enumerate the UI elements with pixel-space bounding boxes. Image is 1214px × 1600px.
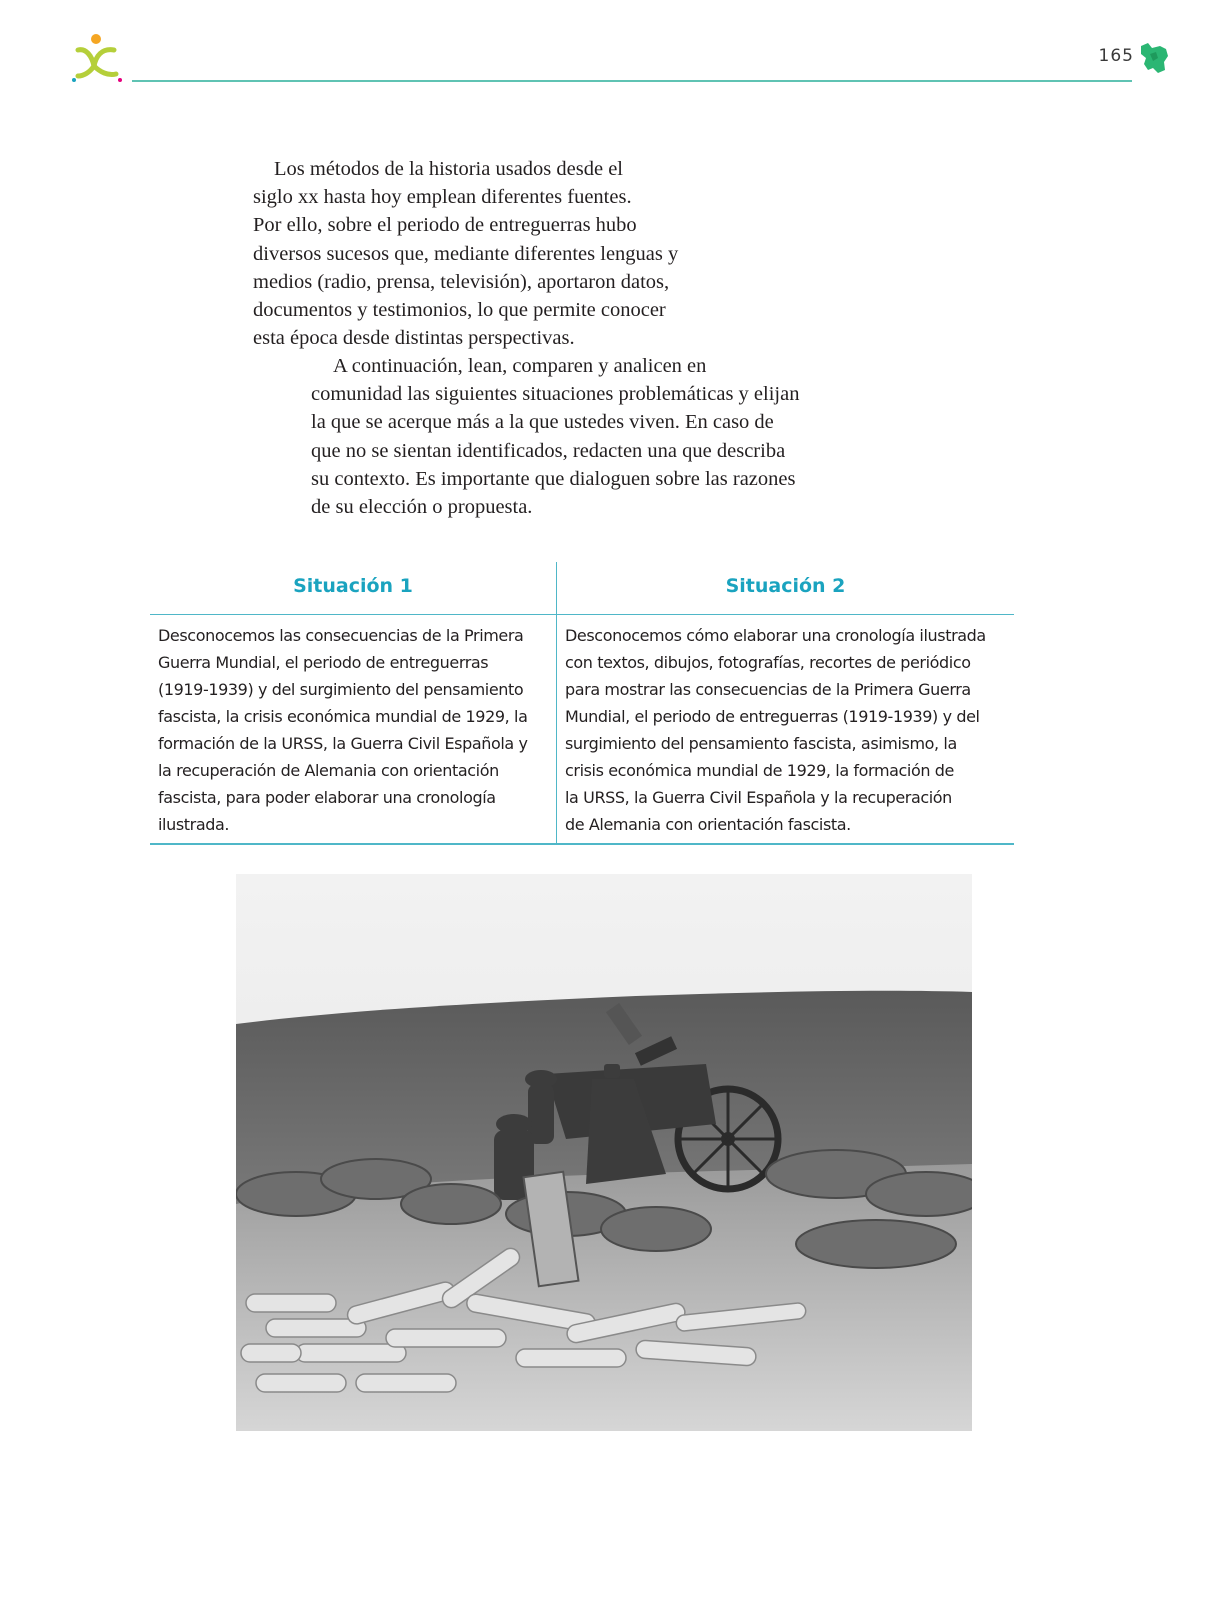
text-line: medios (radio, prensa, televisión), aportaron datos, xyxy=(253,270,670,293)
text-line: fascista, para poder elaborar una cronología xyxy=(158,788,496,807)
text-line: fascista, la crisis económica mundial de 1929, la xyxy=(158,707,528,726)
header-rule xyxy=(132,80,1132,82)
text-line: Los métodos de la historia usados desde el xyxy=(274,158,624,180)
text-line: Desconocemos las consecuencias de la Primera xyxy=(158,626,524,645)
text-line: ilustrada. xyxy=(158,815,230,834)
situation-2-title: Situación 2 xyxy=(725,575,846,597)
text-line: la URSS, la Guerra Civil Española y la recuperación xyxy=(565,788,952,807)
situation-2-text xyxy=(565,622,1010,838)
text-line: Por ello, sobre el periodo de entreguerras hubo xyxy=(253,214,637,237)
text-line: documentos y testimonios, lo que permite conocer xyxy=(253,299,666,322)
text-line: Desconocemos cómo elaborar una cronología ilustrada xyxy=(565,626,986,645)
text-line: de su elección o propuesta. xyxy=(311,496,533,519)
text-line: esta época desde distintas perspectivas. xyxy=(253,327,575,350)
ww1-artillery-photo xyxy=(236,874,972,1431)
mexico-map-icon xyxy=(1138,40,1170,76)
text-line: formación de la URSS, la Guerra Civil Española y xyxy=(158,734,528,753)
text-line: (1919-1939) y del surgimiento del pensamiento xyxy=(158,680,524,699)
header-divider xyxy=(150,614,1014,615)
text-line: la recuperación de Alemania con orientación xyxy=(158,761,499,780)
text-line: Guerra Mundial, el periodo de entreguerras xyxy=(158,653,489,672)
situations-table xyxy=(150,562,1014,844)
table-bottom-rule xyxy=(150,843,1014,845)
text-line: con textos, dibujos, fotografías, recortes de periódico xyxy=(565,653,971,672)
intro-paragraph-2 xyxy=(311,352,799,521)
text-line: comunidad las siguientes situaciones problemáticas y elijan xyxy=(311,383,800,406)
text-line: Mundial, el periodo de entreguerras (1919-1939) y del xyxy=(565,707,980,726)
text-line: A continuación, lean, comparen y analicen en xyxy=(333,355,707,377)
column-divider xyxy=(556,562,557,844)
situation-1-title: Situación 1 xyxy=(293,575,413,597)
text-line: que no se sientan identificados, redacten una que describa xyxy=(311,439,786,462)
text-line: crisis económica mundial de 1929, la formación de xyxy=(565,761,954,780)
text-line: de Alemania con orientación fascista. xyxy=(565,815,851,834)
intro-paragraph-1 xyxy=(253,155,678,352)
text-line: la que se acerque más a la que ustedes viven. En caso de xyxy=(311,411,774,434)
text-line: para mostrar las consecuencias de la Primera Guerra xyxy=(565,680,971,699)
situation-1-text xyxy=(158,622,550,838)
page-number: 165 xyxy=(1098,46,1134,66)
person-figure-logo-icon xyxy=(70,32,130,84)
text-line: surgimiento del pensamiento fascista, asimismo, la xyxy=(565,734,957,753)
text-line: siglo xx hasta hoy emplean diferentes fuentes. xyxy=(253,186,632,209)
text-line: diversos sucesos que, mediante diferentes lenguas y xyxy=(253,242,679,265)
text-line: su contexto. Es importante que dialoguen sobre las razones xyxy=(311,467,796,490)
